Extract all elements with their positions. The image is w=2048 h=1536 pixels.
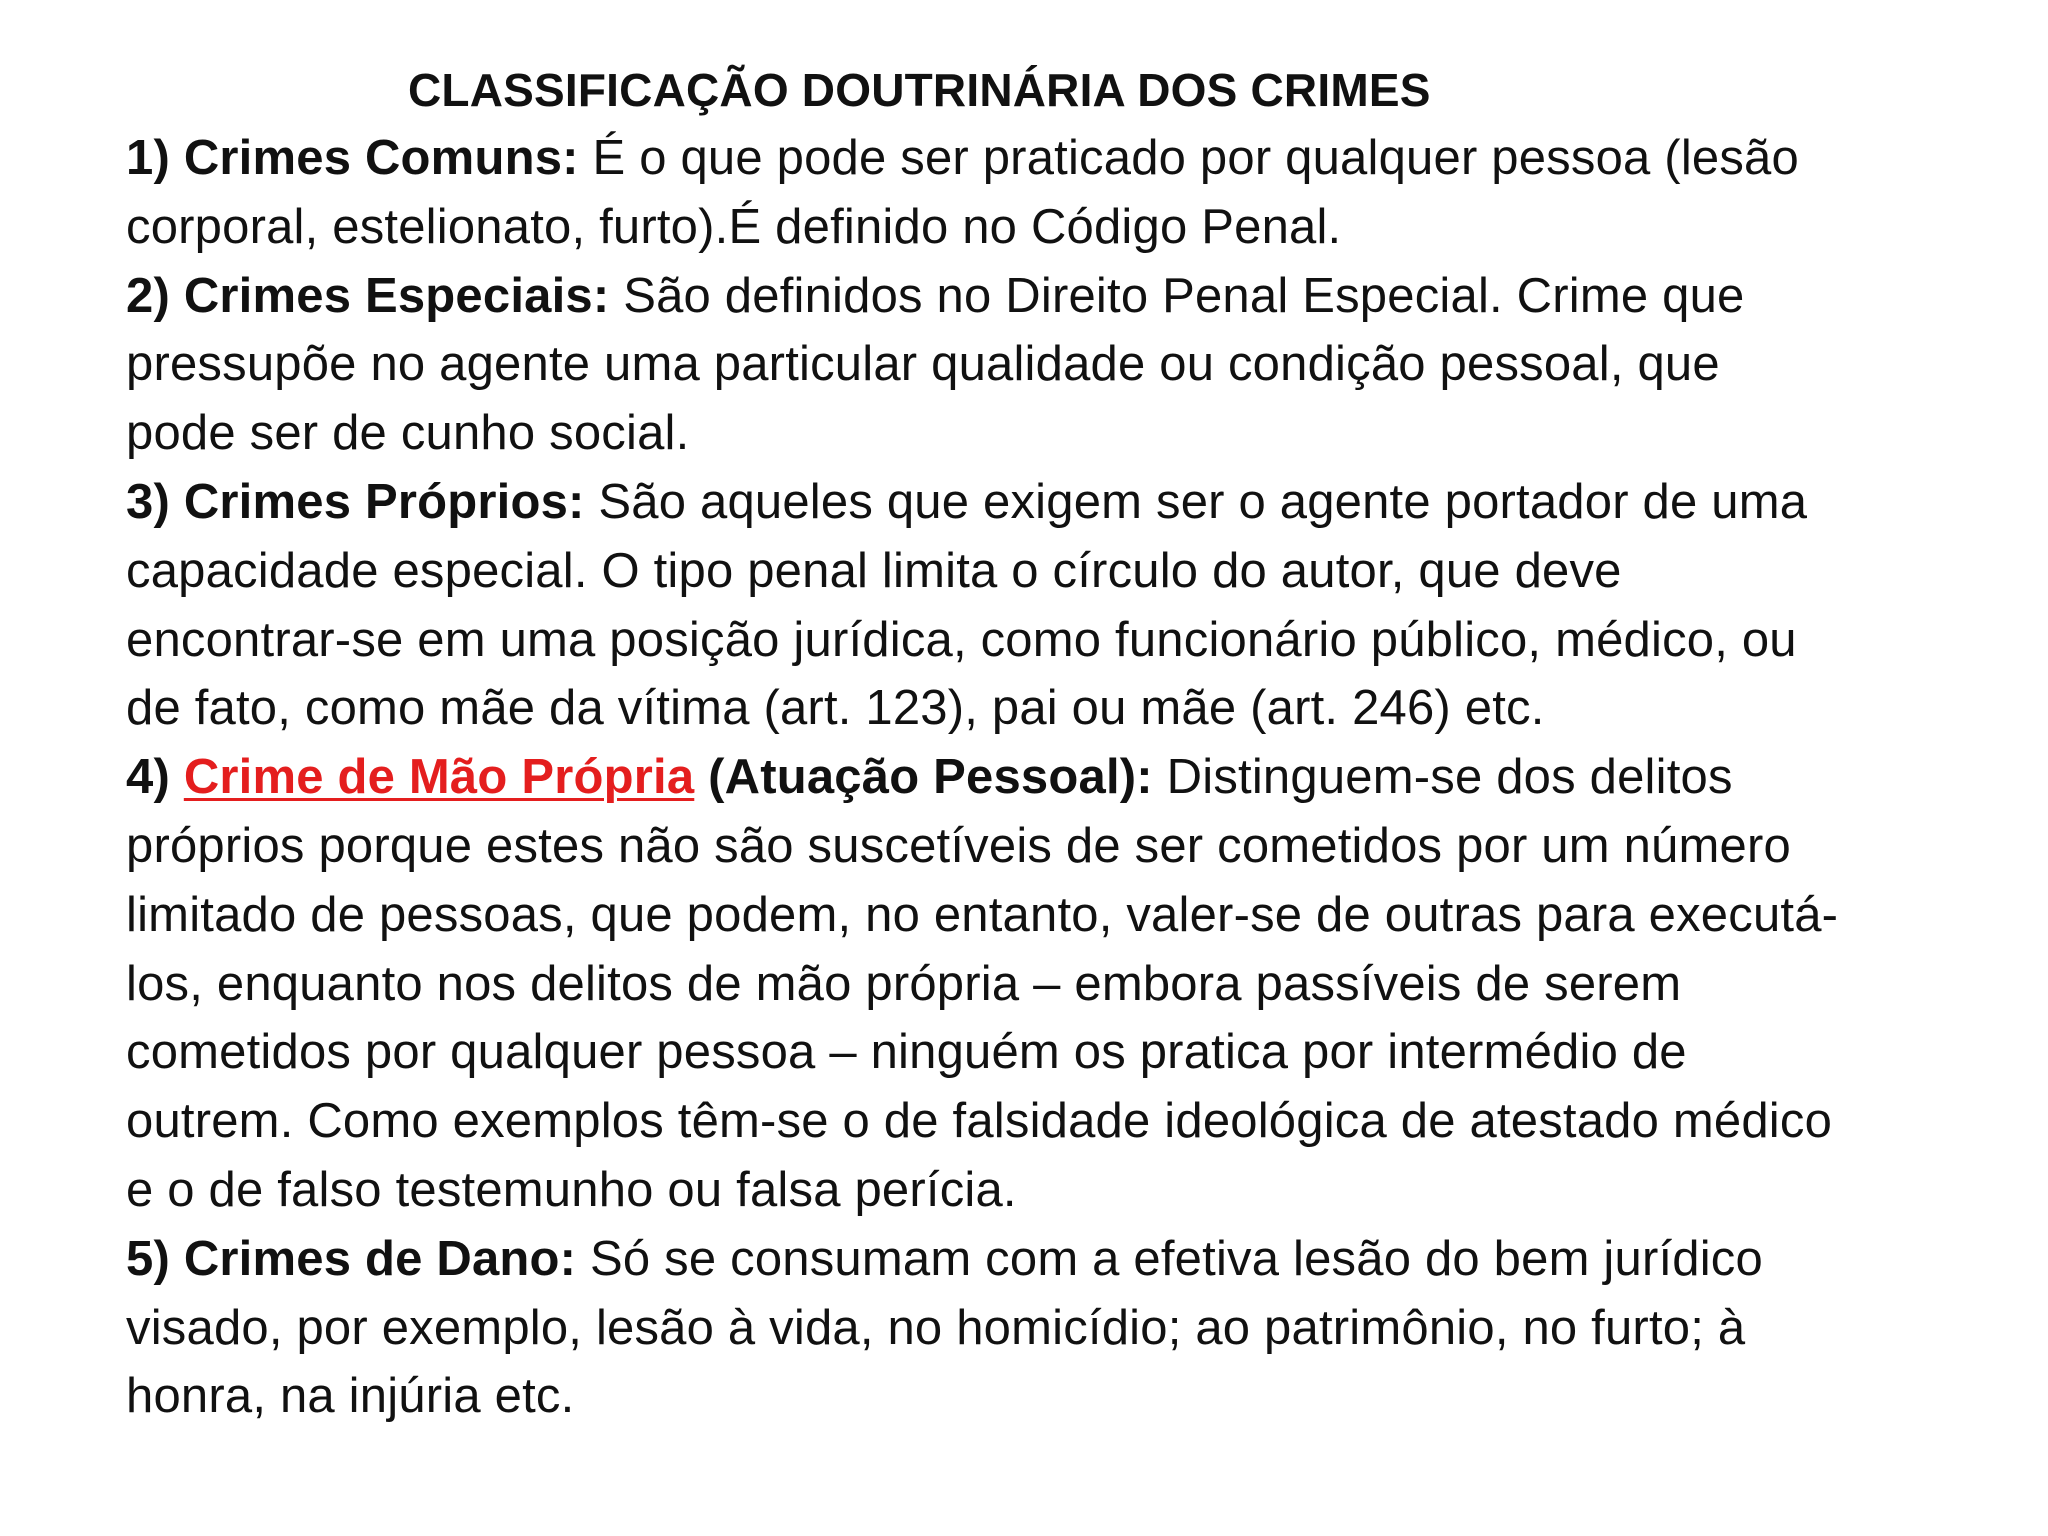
item-text: Só se consumam com a efetiva lesão do bem jurídico <box>576 1231 1763 1286</box>
item-heading: Crimes Próprios: <box>183 474 585 529</box>
item-crime-mao-propria <box>126 743 1956 1225</box>
item-line <box>126 1225 1956 1294</box>
item-text: corporal, estelionato, furto).É definido no Código Penal. <box>126 199 1342 254</box>
crime-mao-propria-link[interactable]: Crime de Mão Própria <box>183 750 695 805</box>
item-heading: Crimes de Dano: <box>183 1231 577 1286</box>
item-text: los, enquanto nos delitos de mão própria – embora passíveis de serem <box>126 956 1682 1011</box>
slide-title: CLASSIFICAÇÃO DOUTRINÁRIA DOS CRIMES <box>408 64 1431 116</box>
item-text: Distinguem-se dos delitos <box>1152 750 1733 805</box>
item-text: outrem. Como exemplos têm-se o de falsidade ideológica de atestado médico <box>126 1094 1833 1149</box>
item-line <box>126 262 1956 331</box>
item-crimes-proprios <box>126 468 1956 743</box>
slide-body <box>126 124 1956 1431</box>
item-number: 4) <box>126 750 170 805</box>
item-heading: (Atuação Pessoal): <box>694 750 1153 805</box>
item-number: 5) <box>126 1231 170 1286</box>
item-number: 3) <box>126 474 170 529</box>
item-text: limitado de pessoas, que podem, no entanto, valer-se de outras para executá- <box>126 887 1839 942</box>
item-text: próprios porque estes não são suscetíveis de ser cometidos por um número <box>126 818 1791 873</box>
item-text: São definidos no Direito Penal Especial. Crime que <box>609 268 1745 323</box>
item-text: visado, por exemplo, lesão à vida, no homicídio; ao patrimônio, no furto; à <box>126 1300 1746 1355</box>
item-line <box>126 743 1956 812</box>
item-text: encontrar-se em uma posição jurídica, como funcionário público, médico, ou <box>126 612 1797 667</box>
item-crimes-especiais <box>126 262 1956 468</box>
item-text: capacidade especial. O tipo penal limita o círculo do autor, que deve <box>126 543 1622 598</box>
item-crimes-comuns <box>126 124 1956 262</box>
item-text: pode ser de cunho social. <box>126 406 690 461</box>
item-text: É o que pode ser praticado por qualquer pessoa (lesão <box>578 131 1799 185</box>
item-text: São aqueles que exigem ser o agente portador de uma <box>584 474 1808 529</box>
item-line <box>126 124 1956 193</box>
item-heading: Crimes Especiais: <box>183 268 610 323</box>
item-text: e o de falso testemunho ou falsa perícia. <box>126 1162 1017 1217</box>
item-text: pressupõe no agente uma particular qualidade ou condição pessoal, que <box>126 337 1720 392</box>
item-heading: Crimes Comuns: <box>183 131 579 185</box>
item-text: de fato, como mãe da vítima (art. 123), pai ou mãe (art. 246) etc. <box>126 681 1545 736</box>
item-line <box>126 468 1956 537</box>
item-text: honra, na injúria etc. <box>126 1369 575 1424</box>
item-number: 2) <box>126 268 170 323</box>
item-crimes-de-dano <box>126 1225 1956 1431</box>
item-text: cometidos por qualquer pessoa – ninguém os pratica por intermédio de <box>126 1025 1687 1080</box>
item-number: 1) <box>126 131 170 185</box>
